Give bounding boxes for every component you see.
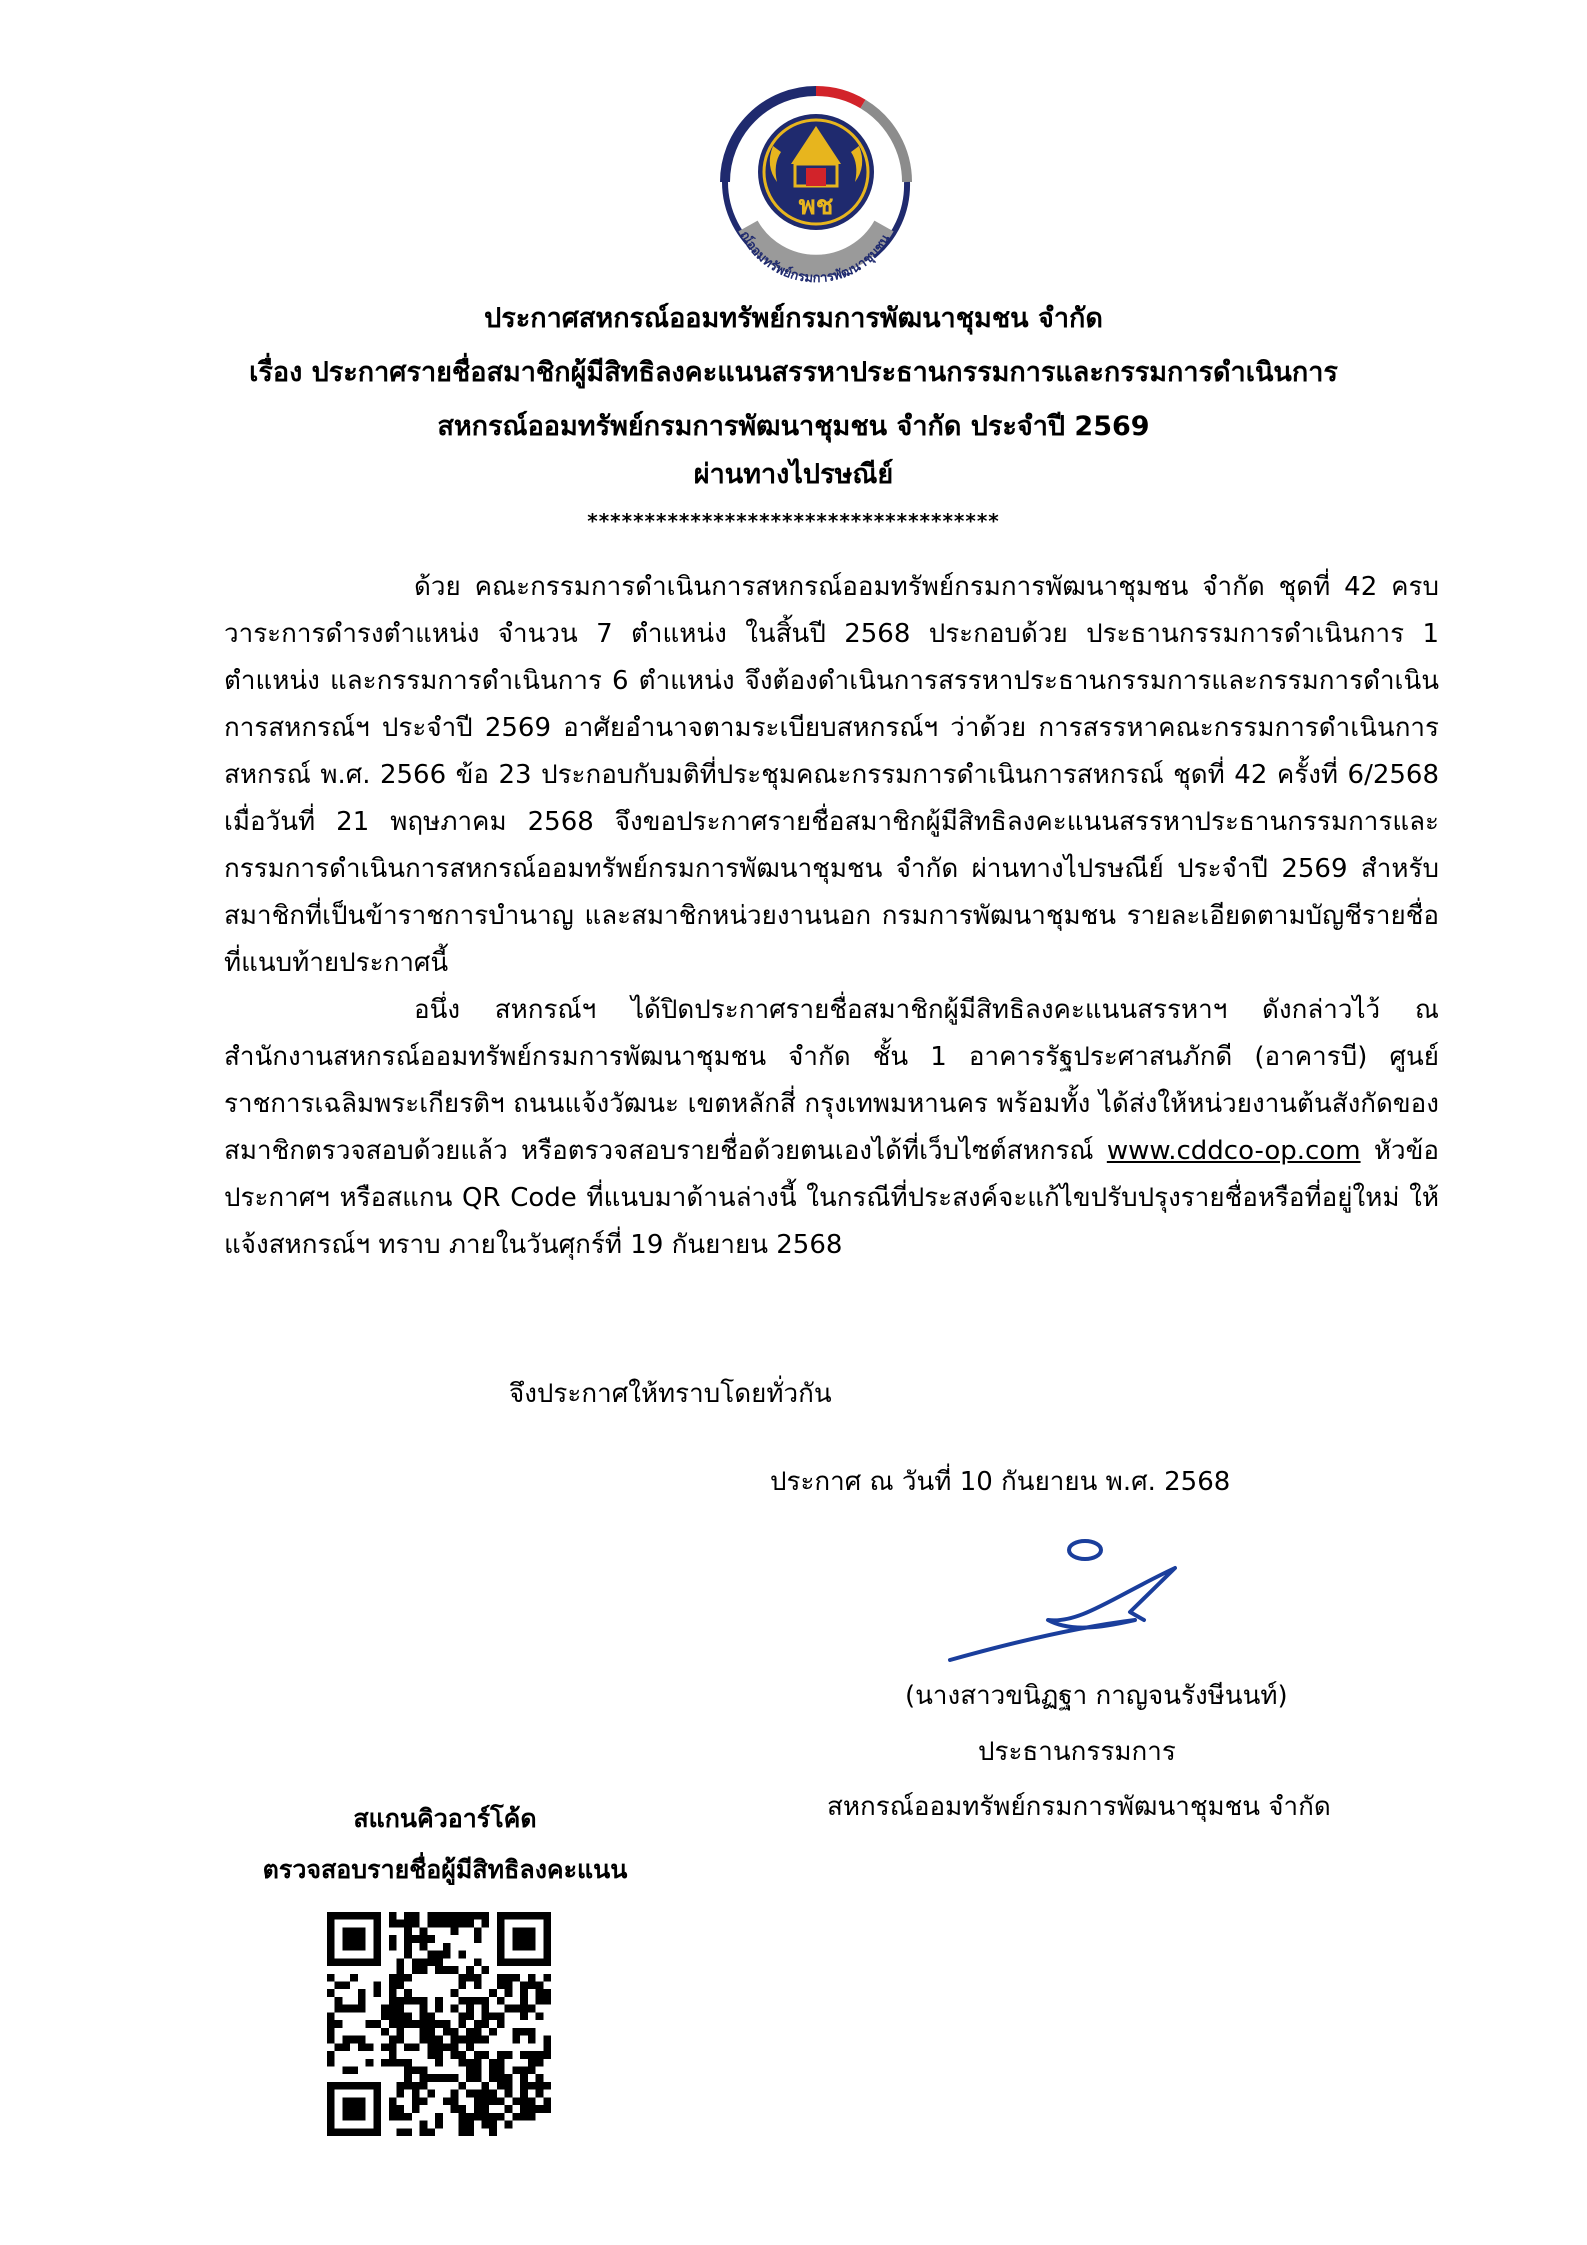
qr-caption-2: ตรวจสอบรายชื่อผู้มีสิทธิลงคะแนน xyxy=(262,1855,628,1884)
signatory-organization: สหกรณ์ออมทรัพย์กรมการพัฒนาชุมชน จำกัด xyxy=(827,1792,1331,1822)
header-line-1: ประกาศสหกรณ์ออมทรัพย์กรมการพัฒนาชุมชน จำกัด xyxy=(484,303,1103,334)
cooperative-logo xyxy=(703,86,929,296)
header-line-2: เรื่อง ประกาศรายชื่อสมาชิกผู้มีสิทธิลงคะแนนสรรหาประธานกรรมการและกรรมการดำเนินการ xyxy=(249,357,1338,388)
header-line-3: สหกรณ์ออมทรัพย์กรมการพัฒนาชุมชน จำกัด ประจำปี 2569 xyxy=(437,411,1150,442)
logo-center-text: พช xyxy=(798,191,834,221)
signatory-name: (นางสาวขนิฏฐา กาญจนรังษีนนท์) xyxy=(905,1681,1288,1711)
handwritten-signature xyxy=(930,1528,1200,1678)
paragraph-1-text: ด้วย คณะกรรมการดำเนินการสหกรณ์ออมทรัพย์กรมการพัฒนาชุมชน จำกัด ชุดที่ 42 ครบวาระการดำรงตำแหน่ง จำนวน 7 ตำแหน่ง ในสิ้นปี 2568 ประกอบด้วย ประธานกรรมการดำเนินการ 1 ตำแหน่ง และกรรมการดำเนินการ 6 ตำแหน่ง จึงต้องดำเนินการสรรหาประธานกรรมการและกรรมการดำเนินการสหกรณ์ฯ ประจำปี 2569 อาศัยอำนาจตามระเบียบสหกรณ์ฯ ว่าด้วย การสรรหาคณะกรรมการดำเนินการสหกรณ์ พ.ศ. 2566 ข้อ 23 ประกอบกับมติที่ประชุมคณะกรรมการดำเนินการสหกรณ์ ชุดที่ 42 ครั้งที่ 6/2568 เมื่อวันที่ 21 พฤษภาคม 2568 จึงขอประกาศรายชื่อสมาชิกผู้มีสิทธิลงคะแนนสรรหาประธานกรรมการและกรรมการดำเนินการสหกรณ์ออมทรัพย์กรมการพัฒนาชุมชน จำกัด ผ่านทางไปรษณีย์ ประจำปี 2569 สำหรับสมาชิกที่เป็นข้าราชการบำนาญ และสมาชิกหน่วยงานนอก กรมการพัฒนาชุมชน รายละเอียดตามบัญชีรายชื่อที่แนบท้ายประกาศนี้ xyxy=(224,572,1439,978)
paragraph-2-text: อนึ่ง สหกรณ์ฯ ได้ปิดประกาศรายชื่อสมาชิกผู้มีสิทธิลงคะแนนสรรหาฯ ดังกล่าวไว้ ณ สำนักงานสหกรณ์ออมทรัพย์กรมการพัฒนาชุมชน จำกัด ชั้น 1 อาคารรัฐประศาสนภักดี (อาคารบี) ศูนย์ราชการเฉลิมพระเกียรติฯ ถนนแจ้งวัฒนะ เขตหลักสี่ กรุงเทพมหานคร พร้อมทั้ง ได้ส่งให้หน่วยงานต้นสังกัดของสมาชิกตรวจสอบด้วยแล้ว หรือตรวจสอบรายชื่อด้วยตนเองได้ที่เว็บไซต์สหกรณ์ xyxy=(224,995,1439,1166)
signatory-position: ประธานกรรมการ xyxy=(978,1737,1176,1767)
website-link[interactable]: www.cddco-op.com xyxy=(1106,1136,1361,1166)
logo-seal-icon xyxy=(703,86,929,296)
paragraph-2-text-end: หัวข้อประกาศฯ หรือสแกน QR Code ที่แนบมาด้านล่างนี้ ในกรณีที่ประสงค์จะแก้ไขปรับปรุงรายชื่อหรือที่อยู่ใหม่ ให้แจ้งสหกรณ์ฯ ทราบ ภายในวันศุกร์ที่ 19 กันยายน 2568 xyxy=(224,1136,1439,1260)
paragraph-1 xyxy=(224,564,1439,987)
header-divider: ************************************ xyxy=(587,509,1000,533)
paragraph-2 xyxy=(224,987,1439,1269)
qr-caption-1: สแกนคิวอาร์โค้ด xyxy=(353,1804,537,1833)
closing-statement: จึงประกาศให้ทราบโดยทั่วกัน xyxy=(509,1379,832,1409)
qr-code-icon xyxy=(327,1912,551,2136)
announcement-date: ประกาศ ณ วันที่ 10 กันยายน พ.ศ. 2568 xyxy=(770,1467,1231,1497)
qr-code[interactable] xyxy=(327,1912,551,2136)
header-line-4: ผ่านทางไปรษณีย์ xyxy=(693,459,894,490)
logo-seal-text: ณ์ออมทรัพย์กรมการพัฒนาชุมชน xyxy=(736,228,894,287)
announcement-body xyxy=(224,564,1439,1269)
